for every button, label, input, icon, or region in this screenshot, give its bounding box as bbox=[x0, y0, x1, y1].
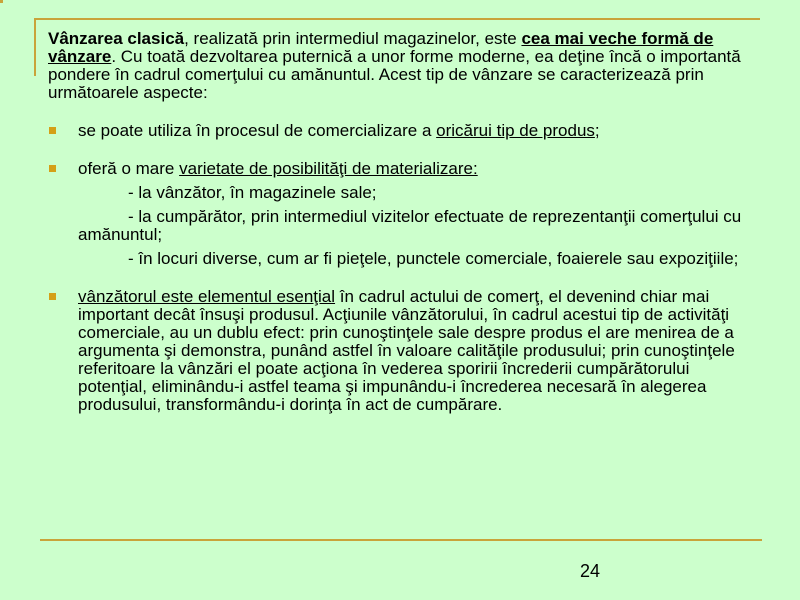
bullet-2-subitem-3: - în locuri diverse, cum ar fi pieţele, punctele comerciale, foaierele sau expoziţiile; bbox=[128, 249, 739, 268]
bullet-1-underlined: oricărui tip de produs bbox=[436, 121, 595, 140]
bullet-1-text-after: ; bbox=[594, 121, 600, 140]
bottom-divider bbox=[40, 539, 762, 541]
bullet-1-text-before: se poate utiliza în procesul de comercializare a bbox=[78, 121, 437, 140]
page-number: 24 bbox=[580, 561, 601, 581]
intro-text-2: . Cu toată dezvoltarea puternică a unor forme moderne, ea deţine încă o importantă pondere în cadrul comerţului cu amănuntul. Acest tip de vânzare se caracterizează prin următoarele aspecte: bbox=[48, 47, 741, 102]
bullet-item-3 bbox=[48, 288, 753, 414]
bullet-3-text-after: în cadrul actului de comerţ, el devenind chiar mai important decât însuşi produsul. Acţiunile vânzătorului, în cadrul acestui tip de activităţi comerciale, au un dublu efect: prin cunoştinţele sale despre produs el are menirea de a argumenta şi demonstra, punând astfel în valoare calităţile produsului; prin cunoştinţele referitoare la vânzări el poate acţiona în vederea sporirii încrederii cumpărătorului potenţial, eliminându-i astfel teama şi impunându-i încrederea necesară în alegerea produsului, transformându-i dorinţa în act de cumpărare. bbox=[78, 287, 735, 414]
bullet-square-icon bbox=[49, 293, 56, 300]
intro-highlight: cea mai veche formă de vânzare bbox=[48, 29, 714, 66]
corner-dot bbox=[0, 0, 3, 3]
bullet-item-2 bbox=[48, 160, 753, 178]
bullet-2-text-before: oferă o mare bbox=[78, 159, 180, 178]
intro-term: Vânzarea clasică bbox=[48, 29, 185, 48]
bullet-square-icon bbox=[49, 127, 56, 134]
slide-body bbox=[48, 30, 753, 414]
bullet-item-1 bbox=[48, 122, 753, 140]
bullet-2-subitem-2: - la cumpărător, prin intermediul vizitelor efectuate de reprezentanţii comerţului cu amănuntul; bbox=[78, 207, 742, 244]
bullet-2-subitem-1: - la vânzător, în magazinele sale; bbox=[128, 183, 377, 202]
bullet-square-icon bbox=[49, 165, 56, 172]
left-divider bbox=[34, 18, 36, 76]
bullet-3-underlined: vânzătorul este elementul esenţial bbox=[78, 287, 336, 306]
bullet-2-underlined: varietate de posibilităţi de materializare: bbox=[179, 159, 478, 178]
top-divider bbox=[34, 18, 760, 20]
intro-text-1: , realizată prin intermediul magazinelor, este bbox=[184, 29, 522, 48]
intro-paragraph bbox=[48, 30, 753, 102]
